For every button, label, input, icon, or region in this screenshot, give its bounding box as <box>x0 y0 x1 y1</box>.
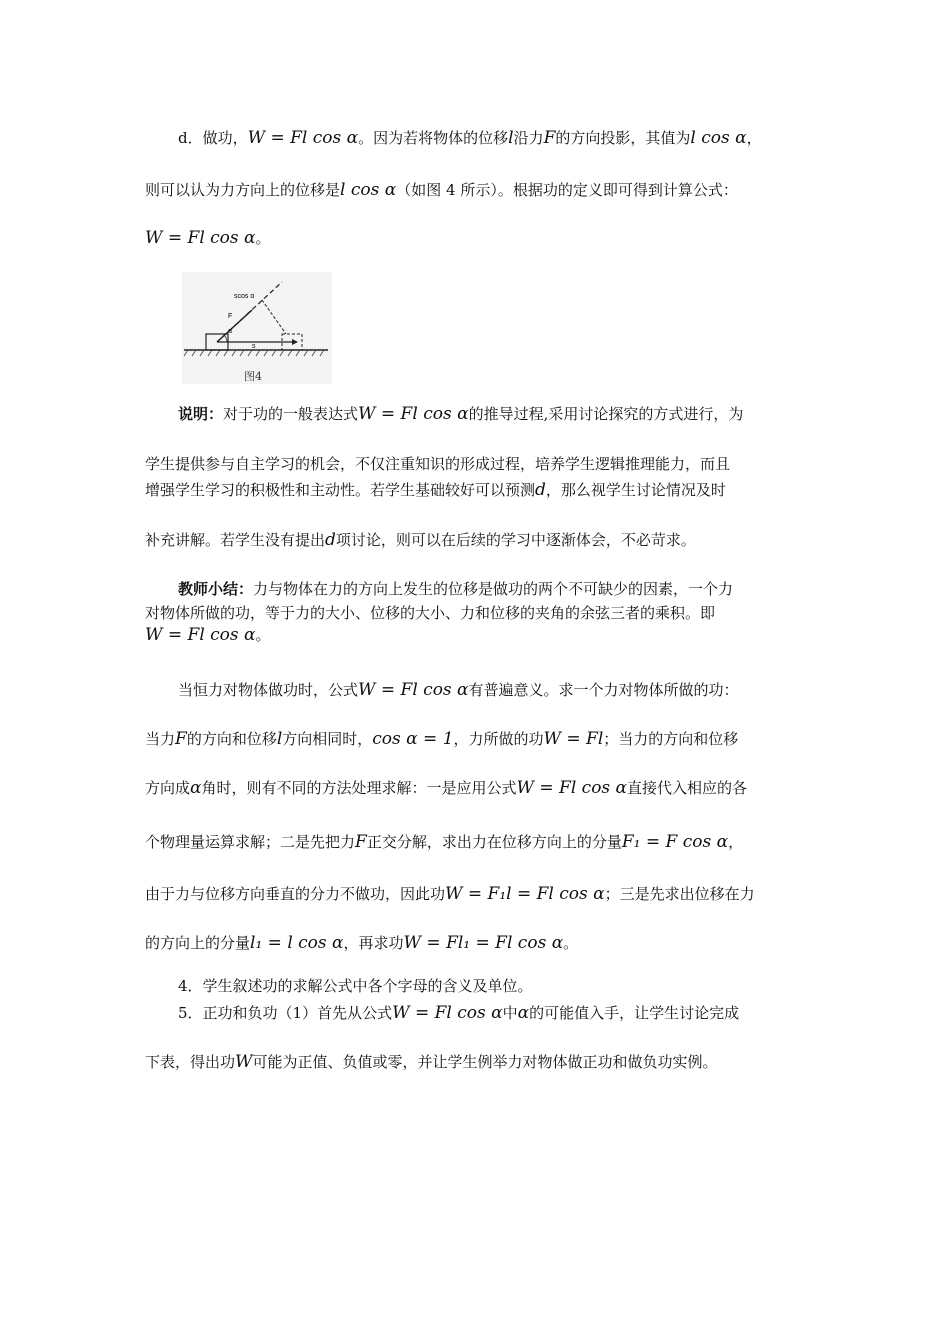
formula: l <box>276 729 283 749</box>
item-5-line-1 <box>178 1003 739 1023</box>
alpha-label: α <box>228 328 233 335</box>
constant-line-1 <box>178 680 739 700</box>
text: 的可能值入手，让学生讨论完成 <box>529 1004 740 1022</box>
note-line-1 <box>178 404 743 424</box>
figure-caption: 图4 <box>244 370 262 383</box>
formula: W = Fl cos α <box>516 778 628 798</box>
text: 4．学生叙述功的求解公式中各个字母的含义及单位。 <box>178 977 533 995</box>
text: 5．正功和负功（1）首先从公式 <box>178 1004 393 1022</box>
formula: l <box>508 128 514 148</box>
note-line-4 <box>145 530 696 550</box>
text: 中 <box>502 1004 518 1022</box>
para-d-line-3 <box>145 228 271 248</box>
formula: d <box>535 480 546 500</box>
formula: W = Fl₁ = Fl cos α <box>403 933 564 953</box>
formula: F <box>355 832 367 852</box>
text: 力与物体在力的方向上发生的位移是做功的两个不可缺少的因素，一个力 <box>253 580 734 598</box>
text: 方向相同时， <box>282 730 373 748</box>
item-5-line-2 <box>145 1052 718 1072</box>
formula: W = Fl cos α <box>358 404 469 424</box>
text: 。 <box>255 229 271 247</box>
summary-line-1 <box>178 579 733 599</box>
text: 对物体所做的功，等于力的大小、位移的大小、力和位移的夹角的余弦三者的乘积。即 <box>145 604 716 622</box>
text: 补充讲解。若学生没有提出 <box>145 531 326 549</box>
text: 角时，则有不同的方法处理求解：一是应用公式 <box>201 779 517 797</box>
text: （如图 4 所示）。根据功的定义即可得到计算公式： <box>396 181 738 199</box>
text: 可能为正值、负值或零，并让学生例举力对物体做正功和做负功实例。 <box>252 1053 718 1071</box>
text: 项讨论，则可以在后续的学习中逐渐体会，不必苛求。 <box>335 531 696 549</box>
text: 当恒力对物体做功时，公式 <box>178 681 359 699</box>
text: 的方向和位移 <box>186 730 277 748</box>
text: 。 <box>563 934 579 952</box>
formula: W = Fl cos α <box>392 1003 503 1023</box>
text: ， <box>746 129 762 147</box>
text: 学生提供参与自主学习的机会，不仅注重知识的形成过程，培养学生逻辑推理能力，而且 <box>145 455 731 473</box>
text: 个物理量运算求解；二是先把力 <box>145 833 356 851</box>
text: 对于功的一般表达式 <box>223 405 359 423</box>
text: ；三是先求出位移在力 <box>604 885 755 903</box>
formula: l₁ = l cos α <box>250 933 344 953</box>
formula: F <box>543 128 556 148</box>
summary-line-2 <box>145 603 715 623</box>
text: 正交分解，求出力在位移方向上的分量 <box>366 833 622 851</box>
constant-line-2 <box>145 729 738 749</box>
text: ，那么视学生讨论情况及时 <box>545 481 726 499</box>
text: 由于力与位移方向垂直的分力不做功，因此功 <box>145 885 446 903</box>
para-d-line-2 <box>145 180 738 200</box>
constant-line-4 <box>145 832 743 852</box>
text: 的推导过程,采用讨论探究的方式进行，为 <box>468 405 744 423</box>
formula: α <box>517 1003 530 1023</box>
item-4-line <box>178 976 533 996</box>
constant-line-3 <box>145 778 747 798</box>
text: 的方向投影，其值为 <box>555 129 691 147</box>
text: 增强学生学习的积极性和主动性。若学生基础较好可以预测 <box>145 481 536 499</box>
text: 当力 <box>145 730 176 748</box>
text: 的方向上的分量 <box>145 934 251 952</box>
formula: W <box>235 1052 253 1072</box>
f-label: F <box>228 313 233 320</box>
text: ，力所做的功 <box>453 730 544 748</box>
summary-line-3 <box>145 625 271 645</box>
formula: l cos α <box>690 128 747 148</box>
text: 。 <box>255 626 271 644</box>
text: 有普遍意义。求一个力对物体所做的功： <box>468 681 739 699</box>
text: 方向成 <box>145 779 191 797</box>
summary-heading: 教师小结： <box>178 580 254 598</box>
constant-line-5 <box>145 884 755 904</box>
text: 则可以认为力方向上的位移是 <box>145 181 341 199</box>
text: 。因为若将物体的位移 <box>358 129 509 147</box>
formula: W = Fl <box>543 729 604 749</box>
text: 直接代入相应的各 <box>627 779 748 797</box>
para-d-line-1 <box>178 128 762 148</box>
formula: F₁ = F cos α <box>621 832 729 852</box>
note-line-2 <box>145 454 730 474</box>
note-heading: 说明： <box>178 405 224 423</box>
formula: W = Fl cos α <box>145 625 256 645</box>
formula: d <box>325 530 336 550</box>
constant-line-6 <box>145 933 578 953</box>
note-line-3 <box>145 480 726 500</box>
formula: l cos α <box>340 180 397 200</box>
formula: W = Fl cos α <box>247 128 359 148</box>
formula: cos α = 1 <box>372 729 454 749</box>
text: 下表，得出功 <box>145 1053 236 1071</box>
formula: W = F₁l = Fl cos α <box>445 884 605 904</box>
text: ；当力的方向和位移 <box>603 730 739 748</box>
text: ， <box>728 833 744 851</box>
formula: W = Fl cos α <box>358 680 469 700</box>
scos-label: scos α <box>234 293 255 300</box>
s-label: s <box>252 343 256 350</box>
text: 沿力 <box>513 129 544 147</box>
formula: α <box>190 778 202 798</box>
formula: F <box>175 729 187 749</box>
formula: W = Fl cos α <box>145 228 256 248</box>
text: ，再求功 <box>343 934 404 952</box>
text: d．做功， <box>178 129 248 147</box>
